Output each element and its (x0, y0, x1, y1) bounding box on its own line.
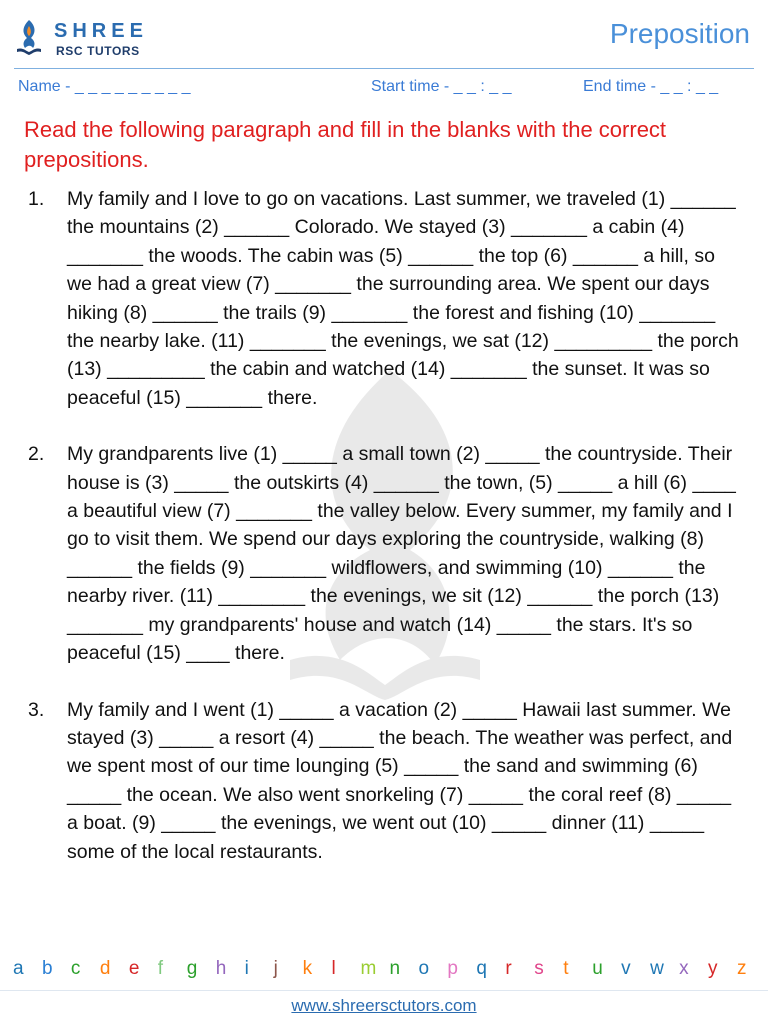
logo-wordmark-bottom: RSC TUTORS (56, 44, 140, 58)
alphabet-letter-a: a (13, 958, 24, 979)
item-paragraph: My family and I love to go on vacations. Last summer, we traveled (1) ______ the mountains (2) ______ Colorado. We stayed (3) _______ a cabin (4) _______ the woods. The cabin was (5) ______ the top (6) ______ a hill, so we had a great view (7) _______ the surrounding area. We spent our days hiking (8) ______ the trails (9) _______ the forest and fishing (10) _______ the nearby lake. (11) _______ the evenings, we sat (12) _________ the porch (13) _________ the cabin and watched (14) _______ the sunset. It was so peaceful (15) _______ there. (67, 188, 739, 409)
alphabet-letter-u: u (592, 958, 603, 979)
item-number: 1. (28, 188, 45, 210)
alphabet-letter-t: t (563, 958, 569, 979)
exercise-list (24, 185, 744, 866)
alphabet-letter-c: c (70, 958, 81, 979)
header-divider (14, 68, 754, 69)
alphabet-letter-o: o (418, 958, 430, 979)
student-info-row (0, 78, 768, 100)
alphabet-letter-n: n (389, 958, 401, 979)
instructions: Read the following paragraph and fill in the blanks with the correct prepositions. (24, 117, 667, 172)
alphabet-letter-i: i (244, 958, 249, 979)
exercise-item (24, 440, 744, 667)
alphabet-letter-w: w (650, 958, 664, 979)
alphabet-letter-y: y (708, 958, 718, 979)
alphabet-letter-f: f (157, 958, 164, 979)
page-title: Preposition (609, 18, 750, 49)
alphabet-letter-s: s (534, 958, 544, 979)
item-paragraph: My grandparents live (1) _____ a small town (2) _____ the countryside. Their house is (3) _____ the outskirts (4) ______ the town, (5) _____ a hill (6) ____ a beautiful view (7) _______ the valley below. Every summer, my family and I go to visit them. We spend our days exploring the countryside, walking (8) ______ the fields (9) _______ wildflowers, and swimming (10) ______ the nearby river. (11) ________ the evenings, we sit (12) ______ the porch (13) _______ my grandparents' house and watch (14) _____ the stars. It's so peaceful (15) ____ there. (67, 443, 736, 665)
alphabet-letter-x: x (679, 958, 689, 979)
alphabet-letter-p: p (447, 958, 458, 979)
name-field: Name - _ _ _ _ _ _ _ _ _ (18, 78, 191, 95)
alphabet-letter-m: m (360, 958, 377, 979)
alphabet-letter-d: d (99, 958, 111, 979)
alphabet-letter-k: k (302, 958, 313, 979)
alphabet-letter-z: z (737, 958, 747, 979)
alphabet-letter-q: q (476, 958, 487, 979)
item-paragraph: My family and I went (1) _____ a vacation (2) _____ Hawaii last summer. We stayed (3) _____ a resort (4) _____ the beach. The weather was perfect, and we spent most of our time lounging (5) _____ the sand and swimming (6) _____ the ocean. We also went snorkeling (7) _____ the coral reef (8) _____ a boat. (9) _____ the evenings, we went out (10) _____ dinner (11) _____ some of the local restaurants. (67, 698, 733, 863)
shree-rsc-tutors-logo (14, 16, 164, 62)
logo-flame-icon (14, 18, 44, 58)
alphabet-letter-h: h (215, 958, 227, 979)
logo-wordmark-top: SHREE (54, 20, 148, 42)
footer-divider (0, 990, 768, 991)
alphabet-letter-l: l (331, 958, 336, 979)
item-number: 2. (28, 443, 45, 466)
alphabet-strip (0, 958, 768, 984)
start-time-field: Start time - _ _ : _ _ (371, 78, 512, 95)
page-header (0, 0, 768, 68)
item-number: 3. (28, 698, 45, 721)
alphabet-letter-g: g (186, 958, 198, 979)
exercise-item (24, 696, 744, 866)
alphabet-letter-b: b (41, 958, 53, 979)
exercise-item (24, 185, 744, 412)
end-time-field: End time - _ _ : _ _ (583, 78, 719, 95)
alphabet-letter-e: e (128, 958, 140, 979)
alphabet-letter-v: v (621, 958, 631, 979)
website-link[interactable]: www.shreersctutors.com (291, 996, 477, 1015)
alphabet-letter-j: j (273, 958, 278, 979)
alphabet-letter-r: r (505, 958, 512, 979)
